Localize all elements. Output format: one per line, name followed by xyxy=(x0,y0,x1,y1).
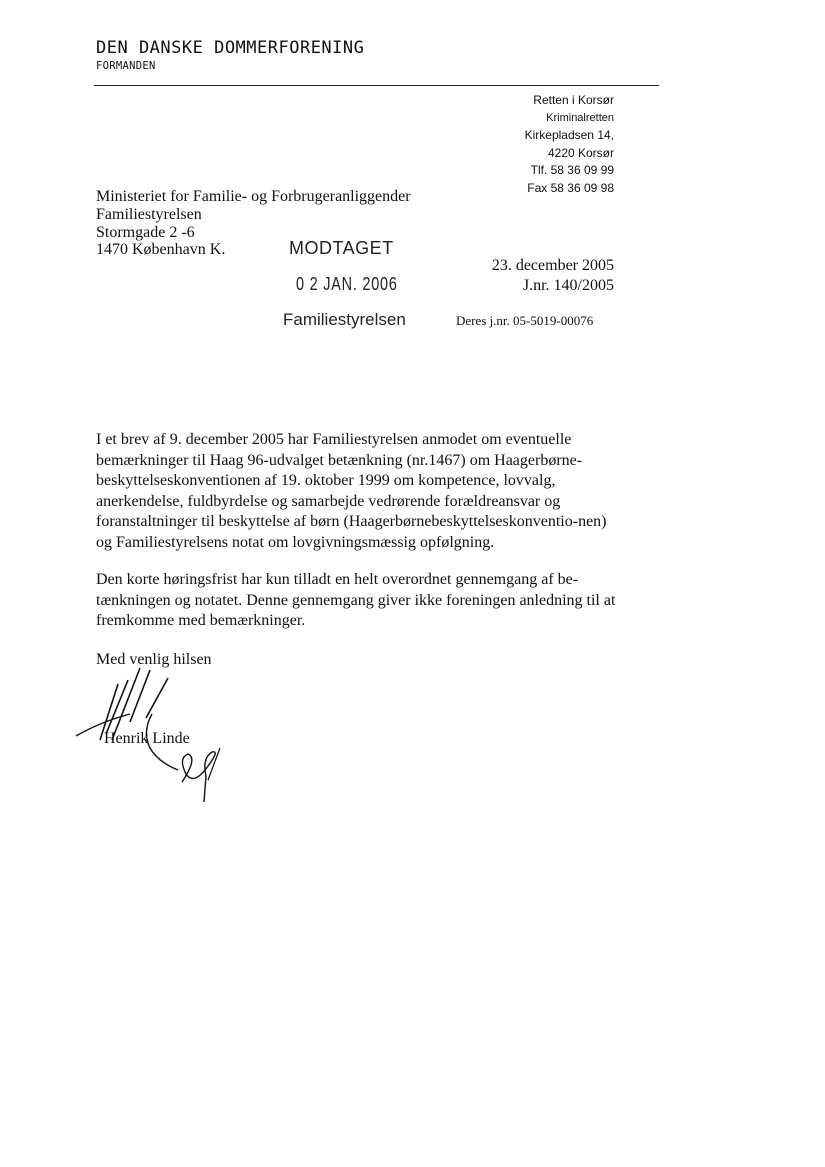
body-paragraph-2: Den korte høringsfrist har kun tilladt en helt overordnet gennemgang af be-tænkningen og notatet. Denne gennemgang giver ikke foreningen anledning til at fremkomme med bemærkninger. xyxy=(96,571,616,629)
sender-phone: Tlf. 58 36 09 99 xyxy=(530,163,614,177)
signer-name: Henrik Linde xyxy=(104,730,190,747)
their-reference: Deres j.nr. 05-5019-00076 xyxy=(456,313,594,328)
sender-department: Kriminalretten xyxy=(546,111,614,124)
sender-city: 4220 Korsør xyxy=(547,145,614,160)
body-paragraph-1: I et brev af 9. december 2005 har Familiestyrelsen anmodet om eventuelle bemærkninger til Haag 96-udvalget betænkning (nr.1467) om Haagerbørne-beskyttelseskonventionen af 19. oktober 1999 om kompetence, lovvalg, anerkendelse, fuldbyrdelse og samarbejde vedrørende forældreansvar og foranstaltninger til beskyttelse af børn (Haagerbørnebeskyttelseskonventio-nen) og Familiestyrelsens notat om lovgivningsmæssig opfølgning. xyxy=(96,431,607,551)
addressee-city: 1470 København K. xyxy=(96,241,226,259)
received-stamp-label: MODTAGET xyxy=(289,238,394,258)
sender-court: Retten i Korsør xyxy=(533,93,614,107)
header-divider xyxy=(94,85,659,86)
sender-address-block xyxy=(525,92,614,197)
sender-street: Kirkepladsen 14, xyxy=(524,128,614,142)
sender-fax: Fax 58 36 09 98 xyxy=(527,180,614,195)
addressee-street: Stormgade 2 -6 xyxy=(96,223,195,241)
addressee-ministry: Ministeriet for Familie- og Forbrugeranliggender xyxy=(96,188,411,205)
received-stamp-date: 0 2 JAN. 2006 xyxy=(296,274,398,294)
received-stamp-organization: Familiestyrelsen xyxy=(283,310,406,329)
organization-name: DEN DANSKE DOMMERFORENING xyxy=(96,38,365,58)
closing-greeting: Med venlig hilsen xyxy=(96,651,212,668)
letter-date: 23. december 2005 xyxy=(491,257,614,274)
journal-number: J.nr. 140/2005 xyxy=(522,277,614,294)
organization-role: FORMANDEN xyxy=(96,60,156,72)
addressee-agency: Familiestyrelsen xyxy=(96,205,202,223)
